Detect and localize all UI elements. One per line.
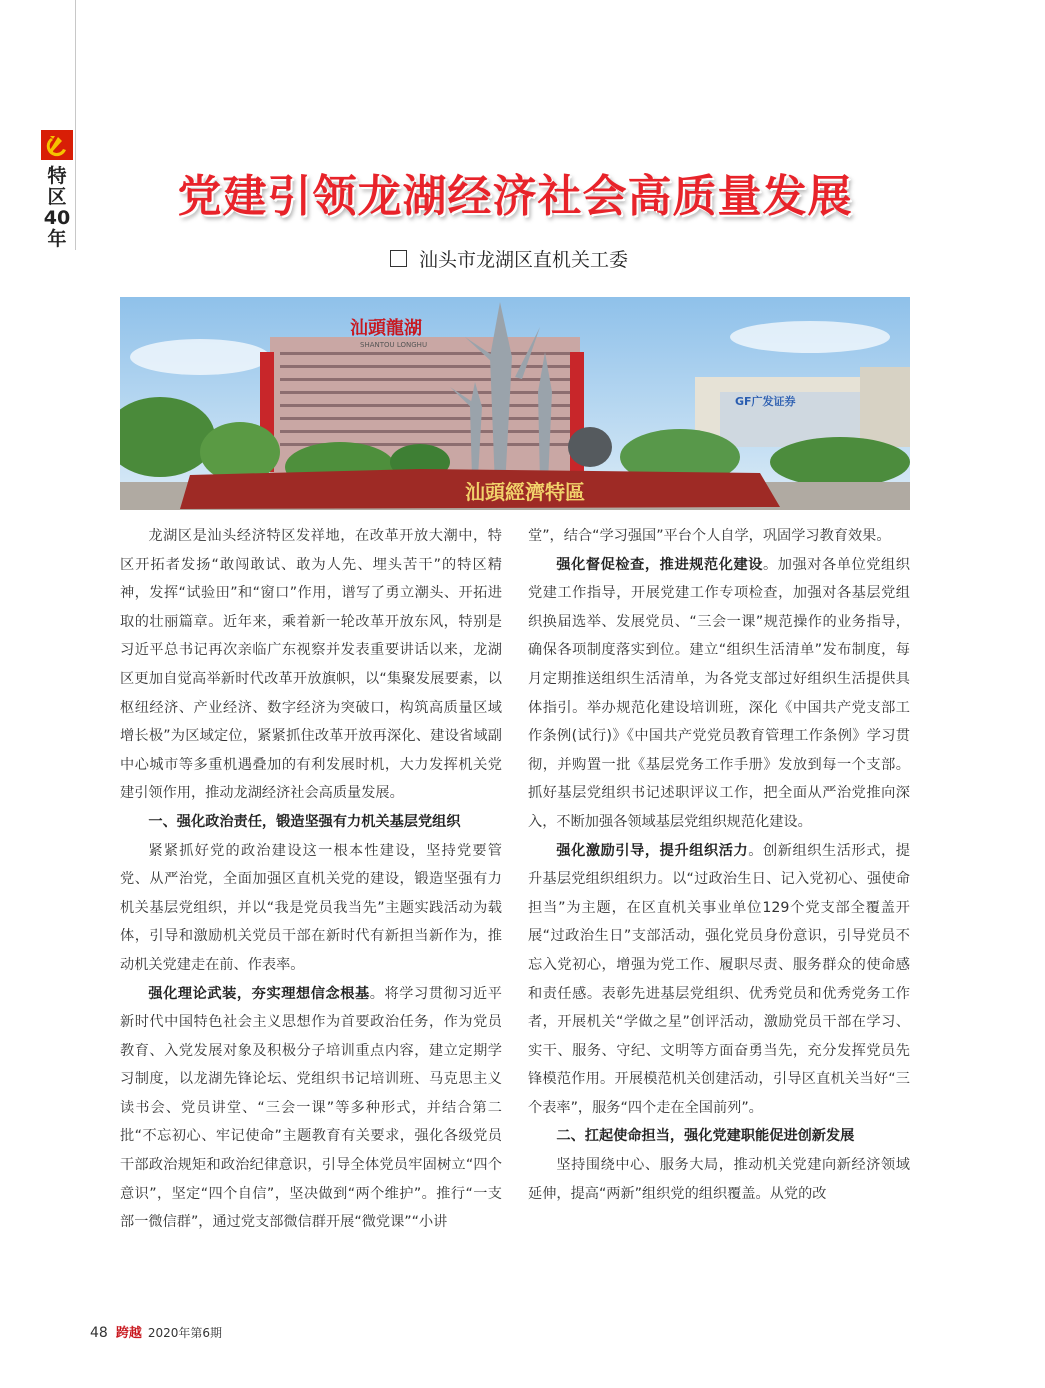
paragraph: [120, 980, 502, 1237]
right-column: [528, 522, 910, 1208]
paragraph-body: 。创新组织生活形式，提升基层党组织组织力。以“过政治生日、记入党初心、强使命担当”为主题，在区直机关事业单位129个党支部全覆盖开展“过政治生日”支部活动，强化党员身份意识，引导党员不忘入党初心，增强为党工作、履职尽责、服务群众的使命感和责任感。表彰先进基层党组织、优秀党员和优秀党务工作者，开展机关“学做之星”创评活动，激励党员干部在学习、实干、服务、守纪、文明等方面奋勇当先，充分发挥党员先锋模范作用。开展模范机关创建活动，引导区直机关当好“三个表率”，服务“四个走在全国前列”。: [528, 842, 910, 1116]
rock-inscription: 汕頭經濟特區: [465, 480, 585, 504]
section-tag-char: 区: [47, 186, 67, 208]
paragraph: [528, 551, 910, 837]
paragraph: 堂”，结合“学习强国”平台个人自学，巩固学习教育效果。: [528, 528, 891, 544]
byline-author: 汕头市龙湖区直机关工委: [419, 248, 629, 271]
paragraph: 紧紧抓好党的政治建设这一根本性建设，坚持党要管党、从严治党，全面加强区直机关党的建设，锻造坚强有力机关基层党组织，并以“我是党员我当先”主题实践活动为载体，引导和激励机关党员干部在新时代有新担当新作为，推动机关党建走在前、作表率。: [120, 842, 502, 973]
paragraph-lead: 强化激励引导，提升组织活力: [556, 842, 749, 859]
article-title: 党建引领龙湖经济社会高质量发展: [177, 171, 853, 222]
party-emblem-icon: [41, 130, 73, 160]
magazine-name: 跨越: [115, 1326, 142, 1341]
paragraph: 龙湖区是汕头经济特区发祥地，在改革开放大潮中，特区开拓者发扬“敢闯敢试、敢为人先、埋头苦干”的特区精神，发挥“试验田”和“窗口”作用，谱写了勇立潮头、开拓进取的壮丽篇章。近年来，乘着新一轮改革开放东风，特别是习近平总书记再次亲临广东视察并发表重要讲话以来，龙湖区更加自觉高举新时代改革开放旗帜，以“集聚发展要素，以枢纽经济、产业经济、数字经济为突破口，构筑高质量区域增长极”为区域定位，紧紧抓住改革开放再深化、建设省域副中心城市等多重机遇叠加的有利发展时机，大力发挥机关党建引领作用，推动龙湖经济社会高质量发展。: [120, 528, 502, 802]
section-tag-char: 40: [43, 207, 71, 229]
byline: [390, 245, 628, 271]
paragraph: 坚持围绕中心、服务大局，推动机关党建向新经济领域延伸，提高“两新”组织党的组织覆盖。从党的改: [528, 1157, 910, 1202]
paragraph: [528, 837, 910, 1123]
section-tag-char: 年: [47, 228, 67, 250]
paragraph-lead: 强化理论武装，夯实理想信念根基: [148, 985, 370, 1002]
side-rule: [75, 0, 76, 250]
paragraph-body: 。将学习贯彻习近平新时代中国特色社会主义思想作为首要政治任务，作为党员教育、入党发展对象及积极分子培训重点内容，建立定期学习制度，以龙湖先锋论坛、党组织书记培训班、马克思主义读书会、党员讲堂、“三会一课”等多种形式，并结合第二批“不忘初心、牢记使命”主题教育有关要求，强化各级党员干部政治规矩和政治纪律意识，引导全体党员牢固树立“四个意识”，坚定“四个自信”，坚决做到“两个维护”。推行“一支部一微信群”，通过党支部微信群开展“微党课”“小讲: [120, 985, 502, 1231]
section-tag: [40, 130, 74, 250]
left-column: [120, 522, 502, 1237]
building-sign: 汕頭龍湖: [350, 318, 422, 339]
paragraph-body: 。加强对各单位党组织党建工作指导，开展党建工作专项检查，加强对各基层党组织换届选举、发展党员、“三会一课”规范操作的业务指导，确保各项制度落实到位。建立“组织生活清单”发布制度，每月定期推送组织生活清单，为各党支部过好组织生活提供具体指引。举办规范化建设培训班，深化《中国共产党支部工作条例(试行)》《中国共产党党员教育管理工作条例》学习贯彻，并购置一批《基层党务工作手册》发放到每一个支部。抓好基层党组织书记述职评议工作，把全面从严治党推向深入，不断加强各领域基层党组织规范化建设。: [528, 556, 910, 830]
article-photo: [120, 297, 910, 510]
section-tag-char: 特: [47, 165, 67, 187]
paragraph-lead: 强化督促检查，推进规范化建设: [556, 556, 763, 573]
byline-box-icon: [390, 250, 407, 267]
section-heading: 一、强化政治责任，锻造坚强有力机关基层党组织: [148, 813, 461, 830]
page-footer: [90, 1322, 222, 1341]
page-number: 48: [90, 1325, 108, 1341]
section-heading: 二、扛起使命担当，强化党建职能促进创新发展: [556, 1128, 855, 1145]
building-sign-en: SHANTOU LONGHU: [360, 341, 428, 349]
photo-scene: [120, 297, 910, 510]
issue-label: 2020年第6期: [147, 1326, 223, 1340]
gf-sign: GF广发证券: [735, 395, 796, 408]
